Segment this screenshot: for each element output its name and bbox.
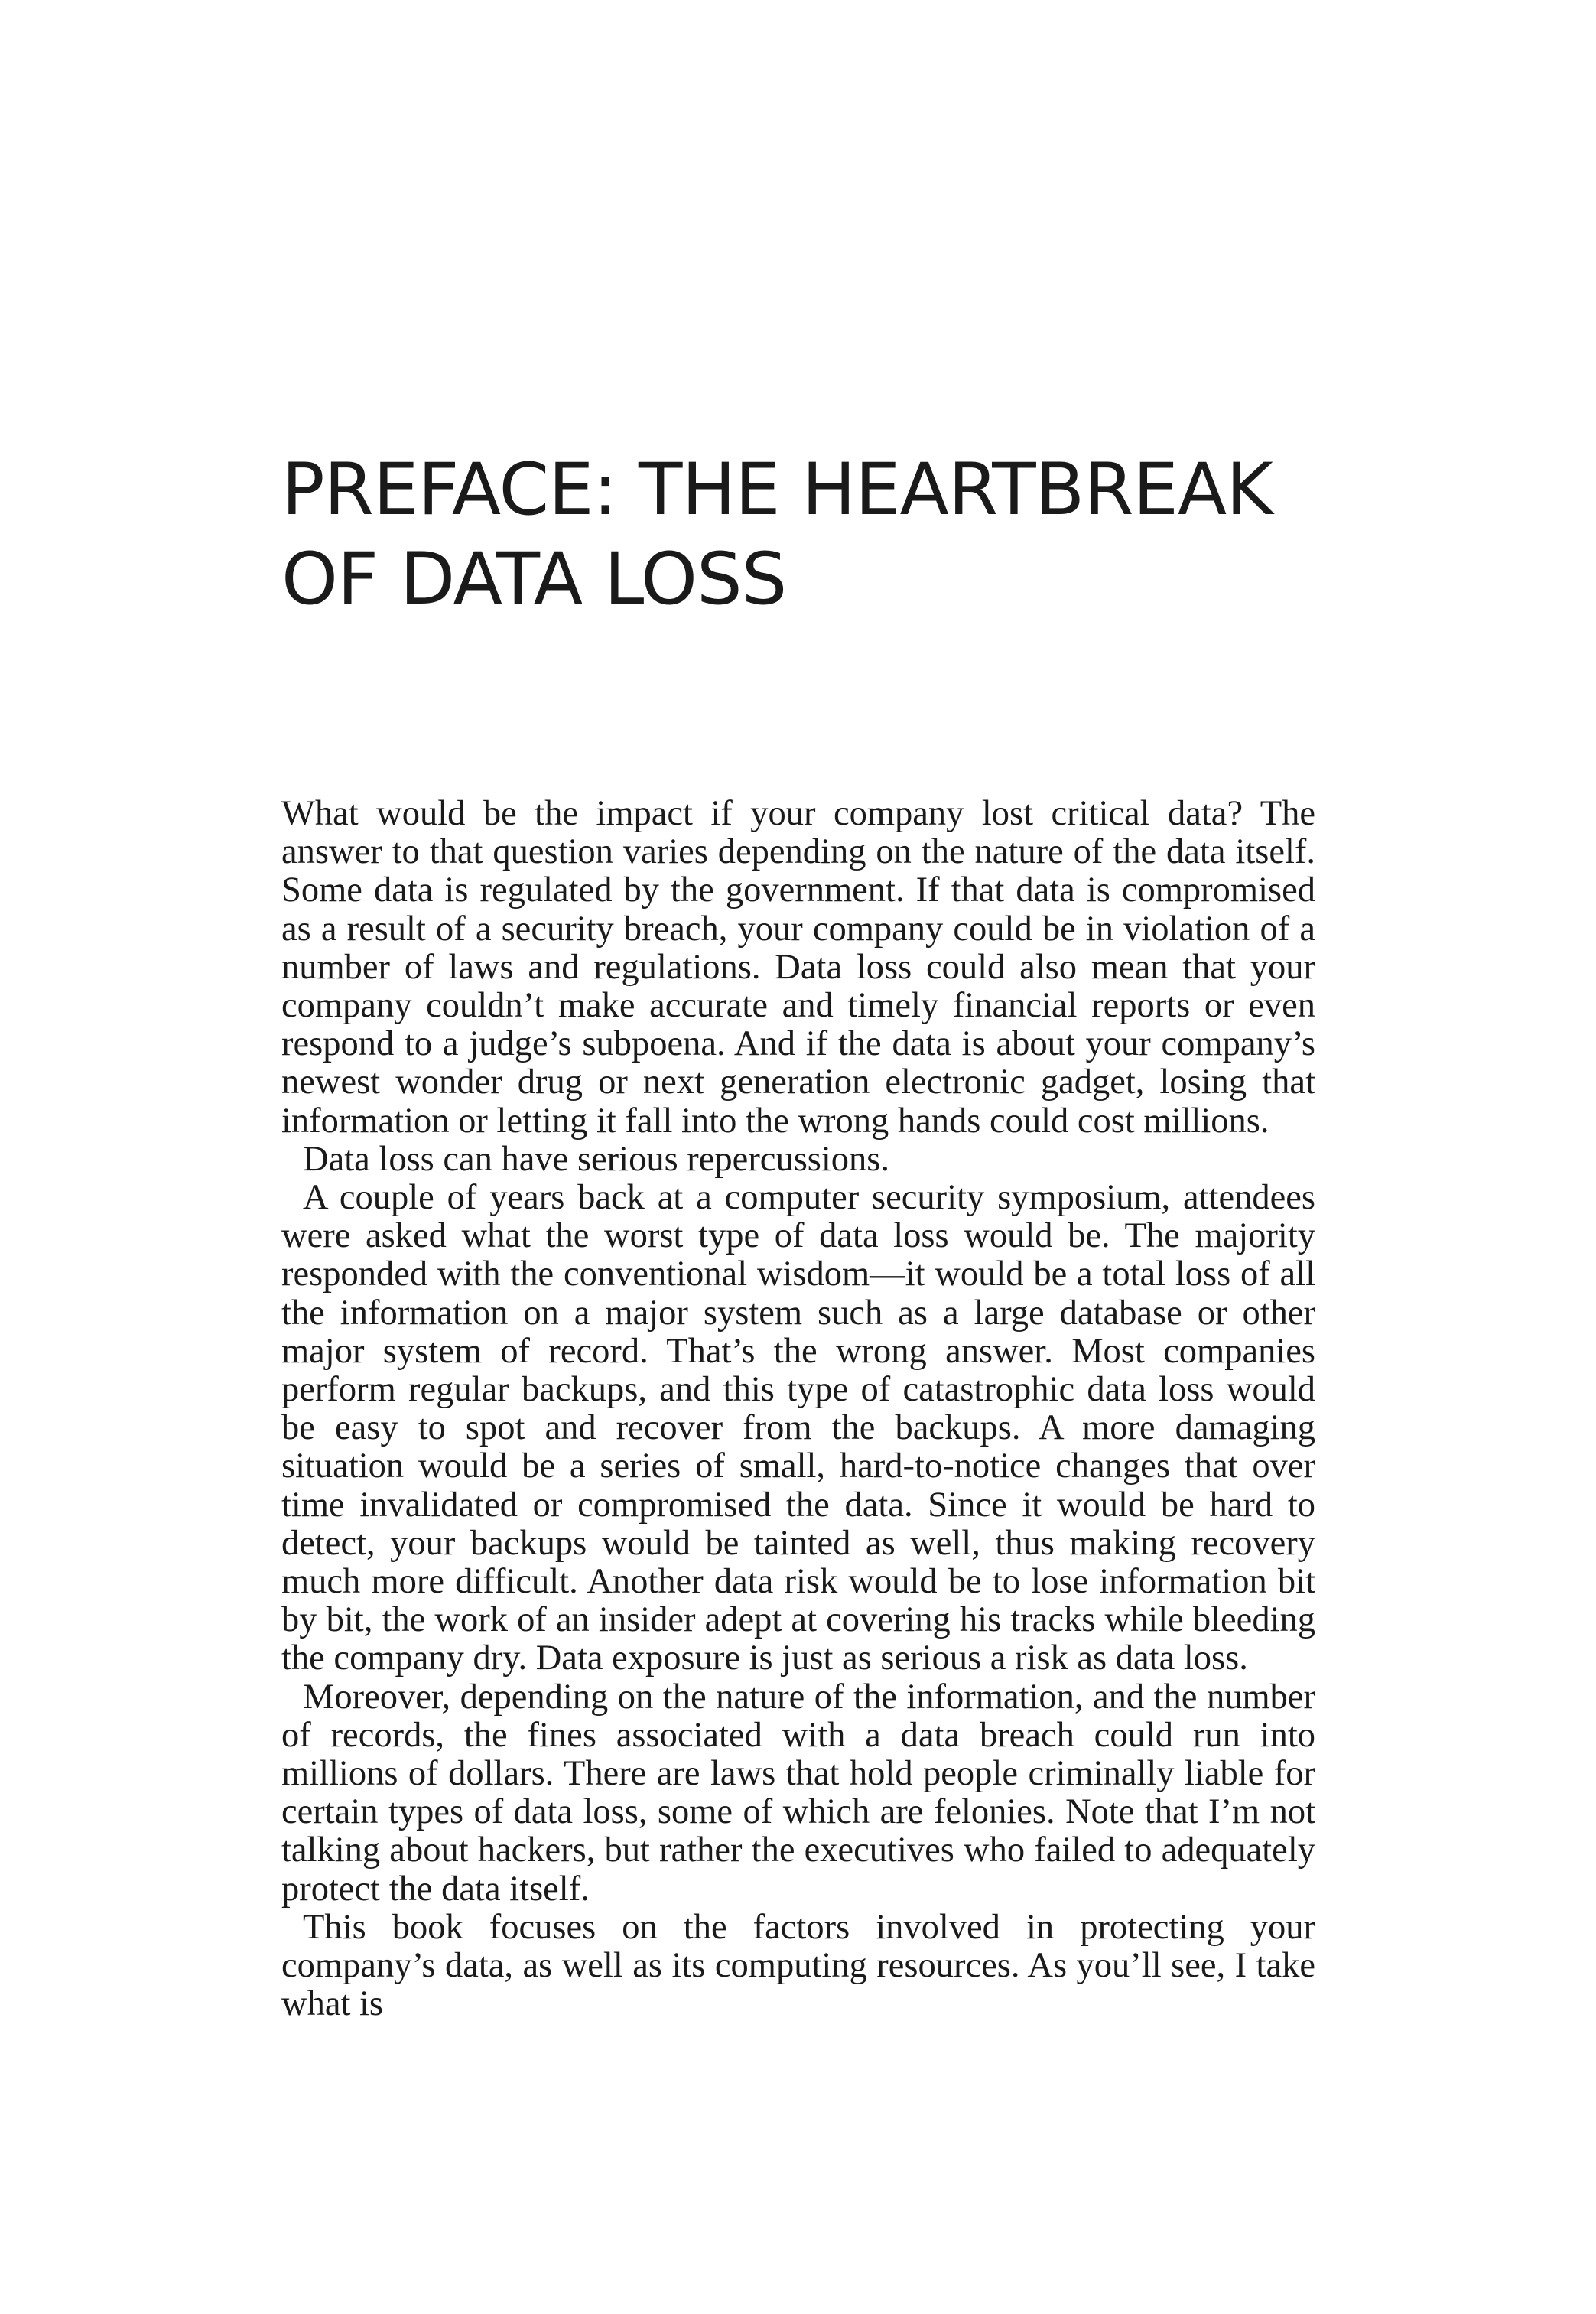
paragraph: What would be the impact if your company lost critical data? The answer to that question varies depending on the nature of the data itself. Some data is regulated by the government. If that data is compromised as a result of a security breach, your company could be in violation of a number of laws and regulations. Data loss could also mean that your company couldn’t make accurate and timely financial reports or even respond to a judge’s subpoena. And if the data is about your company’s newest wonder drug or next generation electronic gadget, losing that information or letting it fall into the wrong hands could cost millions.	[281, 794, 1315, 1141]
paragraph: This book focuses on the factors involved in protecting your company’s data, as well as its computing resources. As you’ll see, I take what is	[281, 1907, 1315, 2024]
paragraph: Moreover, depending on the nature of the information, and the number of records, the fines associated with a data breach could run into millions of dollars. There are laws that hold people criminally liable for certain types of data loss, some of which are felonies. Note that I’m not talking about hackers, but rather the executives who failed to adequately protect the data itself.	[281, 1677, 1315, 1909]
body-text	[281, 795, 1315, 2024]
chapter-title-line-1: PREFACE: THE HEARTBREAK	[281, 448, 1273, 532]
chapter-title	[281, 445, 1367, 624]
paragraph: A couple of years back at a computer security symposium, attendees were asked what the worst type of data loss would be. The majority responded with the conventional wisdom—it would be a total loss of all the information on a major system such as a large database or other major system of record. That’s the wrong answer. Most companies perform regular backups, and this type of catastrophic data loss would be easy to spot and recover from the backups. A more damaging situation would be a series of small, hard-to-notice changes that over time invalidated or compromised the data. Since it would be hard to detect, your backups would be tainted as well, thus making recovery much more difficult. Another data risk would be to lose information bit by bit, the work of an insider adept at covering his tracks while bleeding the company dry. Data exposure is just as serious a risk as data loss.	[281, 1178, 1315, 1678]
paragraph: Data loss can have serious repercussions.	[303, 1139, 890, 1179]
chapter-title-line-2: OF DATA LOSS	[281, 538, 787, 621]
